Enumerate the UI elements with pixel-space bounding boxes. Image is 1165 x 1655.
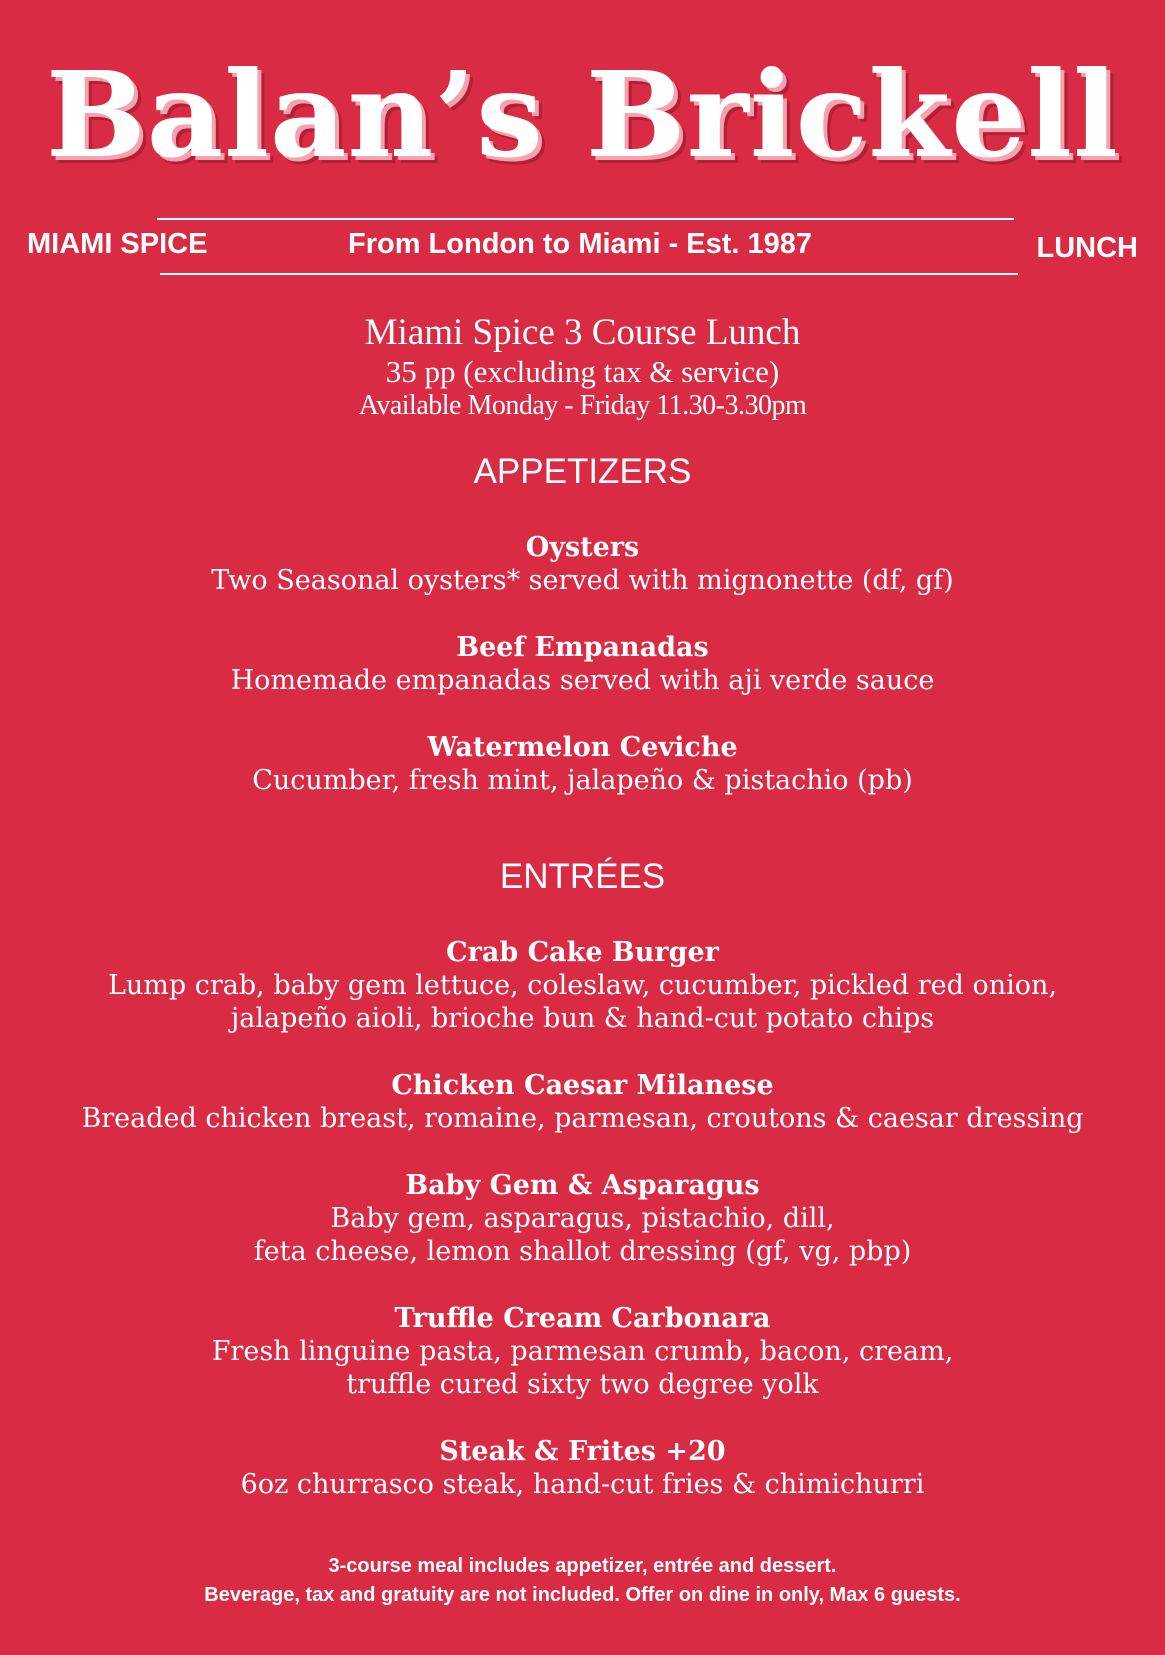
item-name: Chicken Caesar Milanese — [391, 1070, 774, 1101]
miami-spice-label: MIAMI SPICE — [27, 228, 208, 260]
appetizers-heading: APPETIZERS — [473, 452, 692, 491]
item-description: truffle cured sixty two degree yolk — [346, 1369, 819, 1400]
entrees-heading: ENTRÉES — [499, 857, 666, 896]
item-name: Oysters — [525, 532, 640, 563]
menu-price: 35 pp (excluding tax & service) — [385, 354, 780, 389]
item-description: Fresh linguine pasta, parmesan crumb, bacon, cream, — [211, 1336, 954, 1367]
item-name: Steak & Frites +20 — [439, 1436, 726, 1467]
item-description: Breaded chicken breast, romaine, parmesan, croutons & caesar dressing — [81, 1103, 1084, 1134]
intro-block — [0, 312, 1165, 422]
menu-item — [0, 1069, 1165, 1135]
header-divider-top — [157, 218, 1014, 220]
footer-line-2: Beverage, tax and gratuity are not included. Offer on dine in only, Max 6 guests. — [204, 1584, 961, 1606]
header-divider-bottom — [160, 273, 1018, 275]
menu-title: Miami Spice 3 Course Lunch — [364, 312, 801, 353]
item-description: 6oz churrasco steak, hand-cut fries & chimichurri — [240, 1469, 925, 1500]
menu-item — [0, 1169, 1165, 1268]
menu-item — [0, 531, 1165, 597]
menu-item — [0, 731, 1165, 797]
menu-item — [0, 936, 1165, 1035]
item-name: Beef Empanadas — [456, 632, 709, 663]
item-description: jalapeño aioli, brioche bun & hand-cut potato chips — [230, 1003, 935, 1034]
item-description: feta cheese, lemon shallot dressing (gf, vg, pbp) — [253, 1236, 912, 1267]
item-description: Baby gem, asparagus, pistachio, dill, — [330, 1203, 835, 1234]
menu-item — [0, 1302, 1165, 1401]
menu-availability: Available Monday - Friday 11.30-3.30pm — [358, 390, 807, 421]
tagline: From London to Miami - Est. 1987 — [348, 228, 813, 260]
item-description: Lump crab, baby gem lettuce, coleslaw, cucumber, pickled red onion, — [107, 970, 1058, 1001]
item-description: Homemade empanadas served with aji verde sauce — [230, 665, 935, 696]
menu-item — [0, 631, 1165, 697]
item-name: Truffle Cream Carbonara — [394, 1303, 771, 1334]
footer-line-1: 3-course meal includes appetizer, entrée and dessert. — [328, 1555, 837, 1577]
footer-notes — [0, 1552, 1165, 1610]
menu-item — [0, 1435, 1165, 1501]
lunch-label: LUNCH — [1036, 232, 1138, 264]
item-name: Baby Gem & Asparagus — [405, 1170, 760, 1201]
item-description: Two Seasonal oysters* served with mignonette (df, gf) — [211, 565, 954, 596]
item-name: Watermelon Ceviche — [427, 732, 738, 763]
item-description: Cucumber, fresh mint, jalapeño & pistachio (pb) — [252, 765, 913, 796]
item-name: Crab Cake Burger — [446, 937, 719, 968]
restaurant-logo: Balan’s Brickell — [46, 45, 1119, 184]
